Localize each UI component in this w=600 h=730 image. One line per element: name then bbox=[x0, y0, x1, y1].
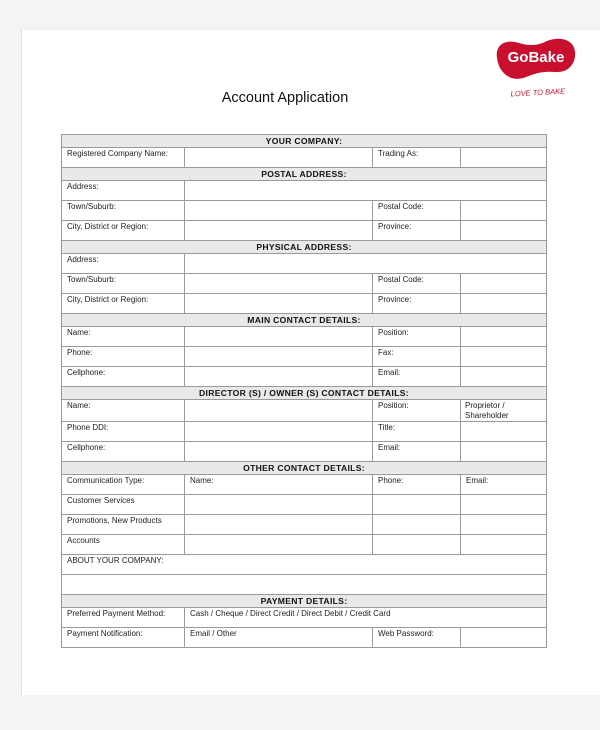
field-postal-town[interactable] bbox=[185, 201, 373, 221]
logo-brand-text: GoBake bbox=[507, 49, 565, 66]
field-main-name[interactable] bbox=[185, 327, 373, 347]
label-director-phone-ddi: Phone DDI: bbox=[62, 422, 185, 442]
field-postal-address[interactable] bbox=[185, 181, 547, 201]
label-postal-code: Postal Code: bbox=[373, 201, 461, 221]
field-promotions-email[interactable] bbox=[461, 515, 547, 535]
section-header-your-company: YOUR COMPANY: bbox=[62, 135, 547, 148]
account-application-form bbox=[61, 134, 547, 648]
label-main-name: Name: bbox=[62, 327, 185, 347]
field-customer-services-email[interactable] bbox=[461, 495, 547, 515]
label-registered-company-name: Registered Company Name: bbox=[62, 148, 185, 168]
section-header-other-contact: OTHER CONTACT DETAILS: bbox=[62, 462, 547, 475]
field-director-phone-ddi[interactable] bbox=[185, 422, 373, 442]
field-physical-postal-code[interactable] bbox=[461, 274, 547, 294]
label-director-name: Name: bbox=[62, 400, 185, 422]
label-postal-city: City, District or Region: bbox=[62, 221, 185, 241]
field-director-title[interactable] bbox=[461, 422, 547, 442]
field-postal-code[interactable] bbox=[461, 201, 547, 221]
field-main-fax[interactable] bbox=[461, 347, 547, 367]
field-main-email[interactable] bbox=[461, 367, 547, 387]
label-promotions: Promotions, New Products bbox=[62, 515, 185, 535]
label-main-position: Position: bbox=[373, 327, 461, 347]
section-header-physical-address: PHYSICAL ADDRESS: bbox=[62, 241, 547, 254]
label-postal-address: Address: bbox=[62, 181, 185, 201]
field-trading-as[interactable] bbox=[461, 148, 547, 168]
field-preferred-payment-method[interactable]: Cash / Cheque / Direct Credit / Direct Debit / Credit Card bbox=[185, 608, 547, 628]
field-about-your-company[interactable] bbox=[62, 575, 547, 595]
field-physical-province[interactable] bbox=[461, 294, 547, 314]
label-director-position: Position: bbox=[373, 400, 461, 422]
label-preferred-payment-method: Preferred Payment Method: bbox=[62, 608, 185, 628]
label-director-title: Title: bbox=[373, 422, 461, 442]
field-postal-city[interactable] bbox=[185, 221, 373, 241]
field-director-cellphone[interactable] bbox=[185, 442, 373, 462]
field-director-name[interactable] bbox=[185, 400, 373, 422]
label-main-cellphone: Cellphone: bbox=[62, 367, 185, 387]
label-trading-as: Trading As: bbox=[373, 148, 461, 168]
label-physical-city: City, District or Region: bbox=[62, 294, 185, 314]
label-physical-town: Town/Suburb: bbox=[62, 274, 185, 294]
label-payment-notification: Payment Notification: bbox=[62, 628, 185, 648]
label-physical-province: Province: bbox=[373, 294, 461, 314]
field-accounts-name[interactable] bbox=[185, 535, 373, 555]
label-director-email: Email: bbox=[373, 442, 461, 462]
label-main-email: Email: bbox=[373, 367, 461, 387]
field-promotions-name[interactable] bbox=[185, 515, 373, 535]
logo-tagline-text: LOVE TO BAKE bbox=[510, 86, 566, 99]
field-physical-address[interactable] bbox=[185, 254, 547, 274]
field-web-password[interactable] bbox=[461, 628, 547, 648]
label-postal-town: Town/Suburb: bbox=[62, 201, 185, 221]
label-web-password: Web Password: bbox=[373, 628, 461, 648]
field-accounts-email[interactable] bbox=[461, 535, 547, 555]
label-customer-services: Customer Services bbox=[62, 495, 185, 515]
label-physical-address: Address: bbox=[62, 254, 185, 274]
label-director-cellphone: Cellphone: bbox=[62, 442, 185, 462]
label-physical-postal-code: Postal Code: bbox=[373, 274, 461, 294]
label-postal-province: Province: bbox=[373, 221, 461, 241]
field-director-email[interactable] bbox=[461, 442, 547, 462]
field-payment-notification[interactable]: Email / Other bbox=[185, 628, 373, 648]
page-title: Account Application bbox=[221, 90, 349, 106]
label-communication-type: Communication Type: bbox=[62, 475, 185, 495]
field-customer-services-phone[interactable] bbox=[373, 495, 461, 515]
label-about-your-company: ABOUT YOUR COMPANY: bbox=[62, 555, 547, 575]
field-customer-services-name[interactable] bbox=[185, 495, 373, 515]
label-main-phone: Phone: bbox=[62, 347, 185, 367]
section-header-postal-address: POSTAL ADDRESS: bbox=[62, 168, 547, 181]
field-registered-company-name[interactable] bbox=[185, 148, 373, 168]
field-accounts-phone[interactable] bbox=[373, 535, 461, 555]
field-main-position[interactable] bbox=[461, 327, 547, 347]
column-label-name: Name: bbox=[185, 475, 373, 495]
field-promotions-phone[interactable] bbox=[373, 515, 461, 535]
field-physical-town[interactable] bbox=[185, 274, 373, 294]
field-main-phone[interactable] bbox=[185, 347, 373, 367]
label-main-fax: Fax: bbox=[373, 347, 461, 367]
section-header-payment: PAYMENT DETAILS: bbox=[62, 595, 547, 608]
section-header-director-contact: DIRECTOR (S) / OWNER (S) CONTACT DETAILS: bbox=[62, 387, 547, 400]
column-label-email: Email: bbox=[461, 475, 547, 495]
field-main-cellphone[interactable] bbox=[185, 367, 373, 387]
column-label-phone: Phone: bbox=[373, 475, 461, 495]
section-header-main-contact: MAIN CONTACT DETAILS: bbox=[62, 314, 547, 327]
field-director-position[interactable]: Proprietor / Shareholder bbox=[461, 400, 547, 422]
field-postal-province[interactable] bbox=[461, 221, 547, 241]
label-accounts: Accounts bbox=[62, 535, 185, 555]
field-physical-city[interactable] bbox=[185, 294, 373, 314]
